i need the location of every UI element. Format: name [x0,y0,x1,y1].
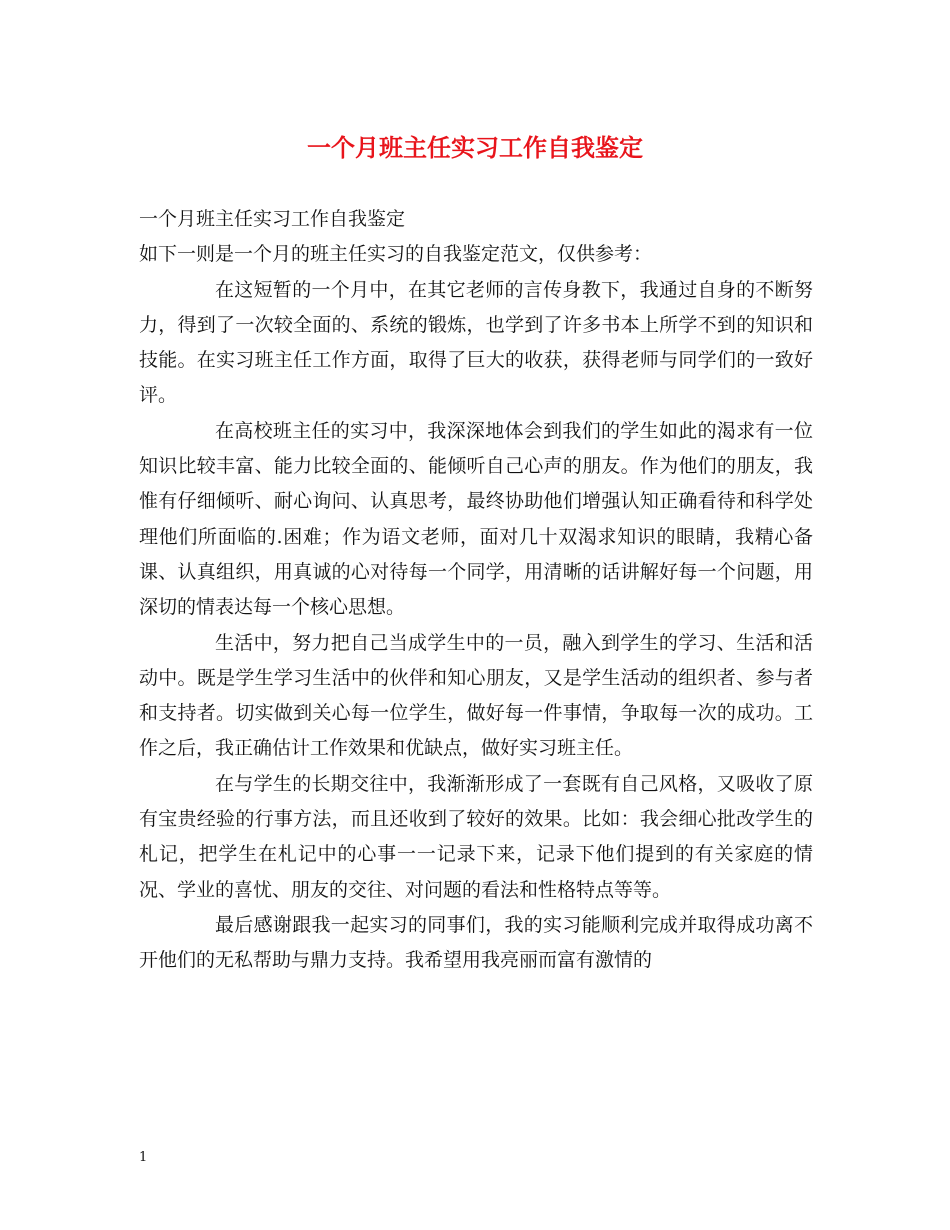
paragraph-3: 生活中，努力把自己当成学生中的一员，融入到学生的学习、生活和活动中。既是学生学习生活中的伙伴和知心朋友，又是学生活动的组织者、参与者和支持者。切实做到关心每一位学生，做好每一件事情，争取每一次的成功。工作之后，我正确估计工作效果和优缺点，做好实习班主任。 [139,631,813,760]
paragraph-2: 在高校班主任的实习中，我深深地体会到我们的学生如此的渴求有一位知识比较丰富、能力比较全面的、能倾听自己心声的朋友。作为他们的朋友，我惟有仔细倾听、耐心询问、认真思考，最终协助他们增强认知正确看待和科学处理他们所面临的.困难；作为语文老师，面对几十双渴求知识的眼睛，我精心备课、认真组织，用真诚的心对待每一个同学，用清晰的话讲解好每一个问题，用深切的情表达每一个核心思想。 [139,419,813,619]
paragraph-1: 在这短暂的一个月中，在其它老师的言传身教下，我通过自身的不断努力，得到了一次较全面的、系统的锻炼，也学到了许多书本上所学不到的知识和技能。在实习班主任工作方面，取得了巨大的收获，获得老师与同学们的一致好评。 [139,278,813,407]
document-body [139,202,813,979]
body-heading: 一个月班主任实习工作自我鉴定 [139,208,406,230]
paragraph-4: 在与学生的长期交往中，我渐渐形成了一套既有自己风格，又吸收了原有宝贵经验的行事方法，而且还收到了较好的效果。比如：我会细心批改学生的札记，把学生在札记中的心事一一记录下来，记录下他们提到的有关家庭的情况、学业的喜忧、朋友的交往、对问题的看法和性格特点等等。 [139,772,813,901]
document-title: 一个月班主任实习工作自我鉴定 [307,133,643,162]
paragraph-5: 最后感谢跟我一起实习的同事们，我的实习能顺利完成并取得成功离不开他们的无私帮助与鼎力支持。我希望用我亮丽而富有激情的 [139,913,813,972]
intro-line: 如下一则是一个月的班主任实习的自我鉴定范文，仅供参考： [139,243,653,266]
page-number: 1 [139,1150,148,1165]
